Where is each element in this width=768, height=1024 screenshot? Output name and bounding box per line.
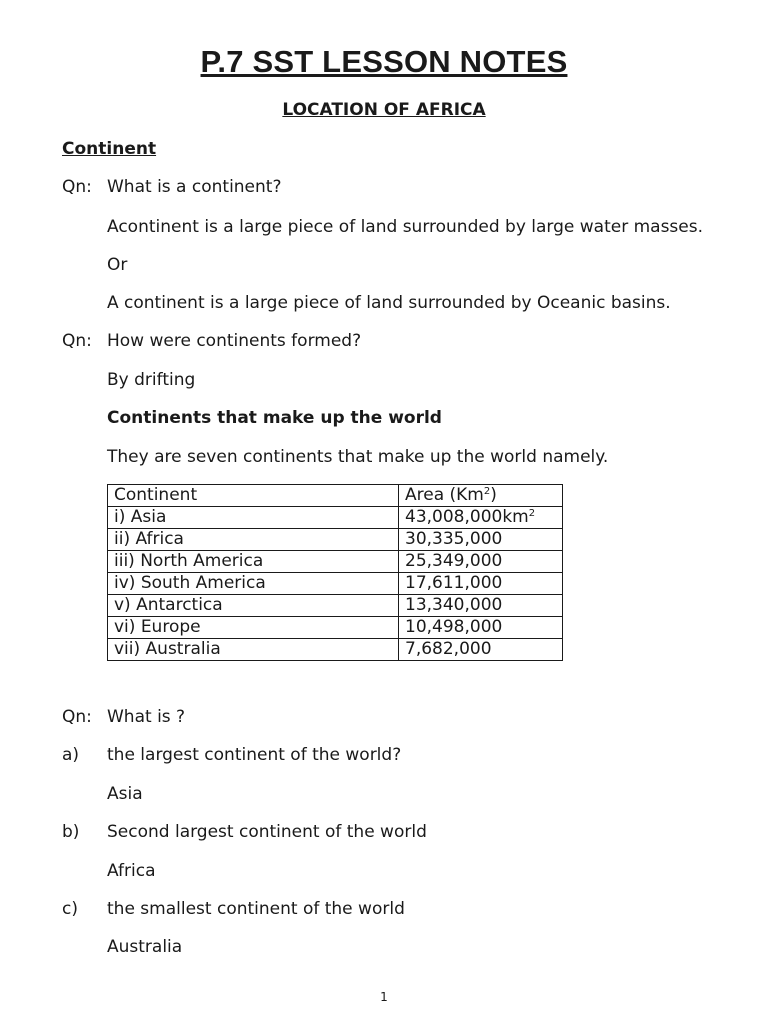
table-cell-area: 30,335,000 [399,529,563,551]
table-cell-area: 7,682,000 [399,639,563,661]
table-cell-area: 17,611,000 [399,573,563,595]
table-cell-area: 25,349,000 [399,551,563,573]
table-row [108,573,563,595]
item-label: b) [62,822,80,842]
table-row [108,639,563,661]
table-cell-area: 13,340,000 [399,595,563,617]
table-row [108,595,563,617]
table-cell-continent: iv) South America [108,573,399,595]
subtitle: LOCATION OF AFRICA [282,100,486,120]
item-label: a) [62,745,80,765]
table-cell-area: 10,498,000 [399,617,563,639]
question-text: How were continents formed? [107,331,362,351]
item-label: c) [62,899,78,919]
table-cell-continent: vii) Australia [108,639,399,661]
item-question: the smallest continent of the world [107,899,405,919]
table-cell-continent: i) Asia [108,507,399,529]
header-continent: Continent [108,485,399,507]
continents-table [107,484,563,661]
answer-text: Acontinent is a large piece of land surrounded by large water masses. [107,217,704,237]
section-heading: Continent [62,139,157,159]
intro-text: They are seven continents that make up the world namely. [107,447,609,467]
question-label: Qn: [62,177,92,197]
table-row [108,529,563,551]
question-text: What is ? [107,707,186,727]
table-cell-continent: vi) Europe [108,617,399,639]
subheading: Continents that make up the world [107,408,442,428]
table-row [108,551,563,573]
question-text: What is a continent? [107,177,282,197]
answer-or: Or [107,255,128,275]
answer-text: A continent is a large piece of land surrounded by Oceanic basins. [107,293,671,313]
item-answer: Africa [107,861,156,881]
header-area: Area (Km$^2$) [399,485,563,507]
table-cell-area: $43,008,000km^2$ [399,507,563,529]
table-row [108,507,563,529]
item-question: the largest continent of the world? [107,745,402,765]
question-label: Qn: [62,331,92,351]
item-answer: Australia [107,937,183,957]
table-cell-continent: v) Antarctica [108,595,399,617]
table-cell-continent: iii) North America [108,551,399,573]
question-label: Qn: [62,707,92,727]
item-answer: Asia [107,784,143,804]
page-number: 1 [380,990,388,1004]
table-header-row [108,485,563,507]
item-question: Second largest continent of the world [107,822,427,842]
page-title: P.7 SST LESSON NOTES [200,44,568,79]
answer-text: By drifting [107,370,196,390]
table-row [108,617,563,639]
table-cell-continent: ii) Africa [108,529,399,551]
